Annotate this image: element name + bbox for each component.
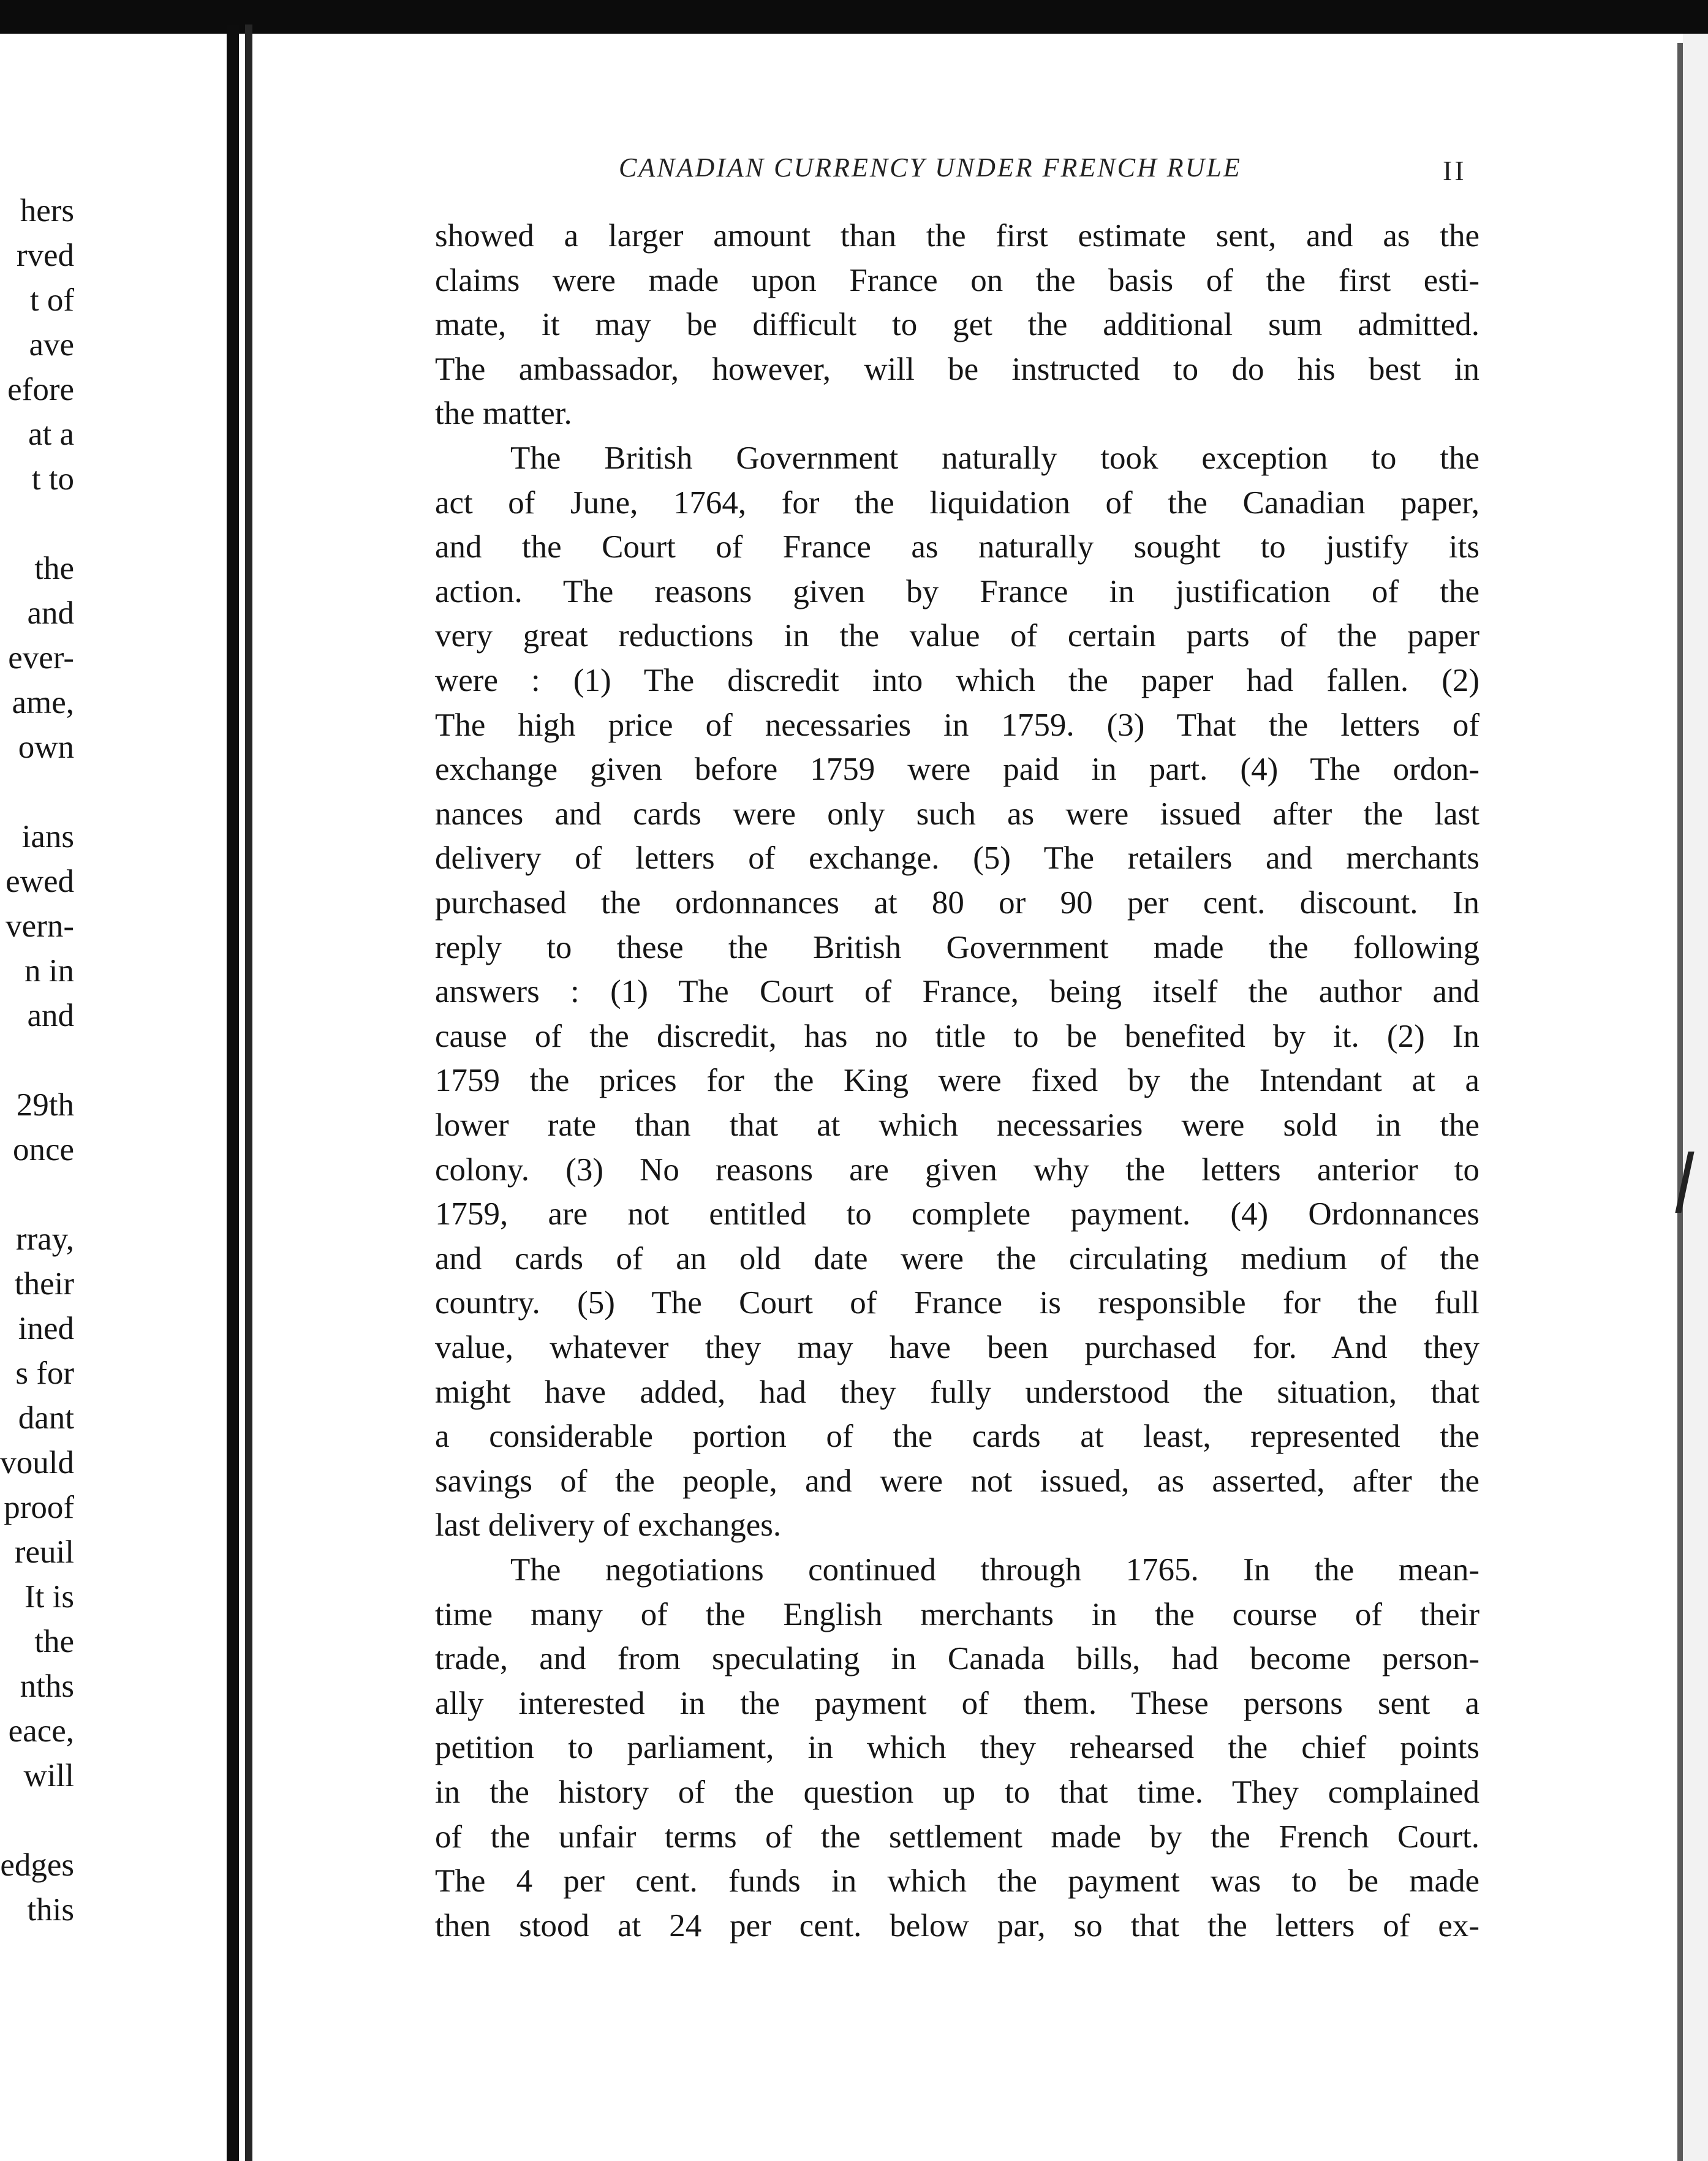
text-line: mate, it may be difficult to get the additional sum admitted. bbox=[435, 307, 1479, 342]
facing-page-line: proof bbox=[4, 1490, 74, 1525]
text-line: might have added, had they fully understood the situation, that bbox=[435, 1375, 1479, 1410]
facing-page-line: and bbox=[27, 998, 74, 1033]
text-line: were : (1) The discredit into which the paper had fallen. (2) bbox=[435, 663, 1479, 698]
facing-page-line: nths bbox=[20, 1669, 74, 1704]
text-line: The British Government naturally took exception to the bbox=[510, 440, 1479, 476]
text-line: reply to these the British Government made the following bbox=[435, 930, 1479, 965]
text-line: claims were made upon France on the basis of the first esti- bbox=[435, 263, 1479, 298]
facing-page-line: ever- bbox=[8, 640, 74, 676]
text-line: savings of the people, and were not issued, as asserted, after the bbox=[435, 1463, 1479, 1499]
facing-page-line: eace, bbox=[8, 1713, 74, 1749]
facing-page-line: hers bbox=[20, 193, 74, 228]
page-edge bbox=[1677, 43, 1683, 2161]
book-gutter-shadow bbox=[245, 25, 252, 2161]
page-number: II bbox=[1443, 155, 1467, 186]
text-line: time many of the English merchants in the course of their bbox=[435, 1597, 1479, 1632]
facing-page-line: It is bbox=[25, 1579, 74, 1615]
text-line: last delivery of exchanges. bbox=[435, 1507, 782, 1543]
facing-page-line: ians bbox=[21, 819, 74, 854]
facing-page-line: this bbox=[27, 1892, 74, 1928]
text-line: ally interested in the payment of them. These persons sent a bbox=[435, 1686, 1479, 1721]
text-line: petition to parliament, in which they rehearsed the chief points bbox=[435, 1730, 1479, 1765]
facing-page-line: once bbox=[12, 1132, 74, 1167]
facing-page-line: t to bbox=[31, 461, 74, 497]
facing-page-line: their bbox=[14, 1266, 74, 1302]
facing-page-line: ave bbox=[29, 327, 74, 363]
facing-page-line: efore bbox=[7, 372, 74, 407]
facing-page-line: ewed bbox=[6, 864, 74, 899]
text-line: of the unfair terms of the settlement made by the French Court. bbox=[435, 1819, 1479, 1855]
facing-page-line: ame, bbox=[12, 685, 74, 720]
text-line: 1759, are not entitled to complete payment. (4) Ordonnances bbox=[435, 1196, 1479, 1232]
text-line: country. (5) The Court of France is responsible for the full bbox=[435, 1285, 1479, 1321]
text-line: 1759 the prices for the King were fixed by the Intendant at a bbox=[435, 1063, 1479, 1098]
text-line: trade, and from speculating in Canada bills, had become person- bbox=[435, 1641, 1479, 1676]
facing-page-line: rved bbox=[16, 238, 74, 273]
text-line: The high price of necessaries in 1759. (3) That the letters of bbox=[435, 707, 1479, 743]
facing-page-line: t of bbox=[29, 282, 74, 318]
text-line: in the history of the question up to that time. They complained bbox=[435, 1774, 1479, 1810]
text-line: then stood at 24 per cent. below par, so that the letters of ex- bbox=[435, 1908, 1479, 1944]
text-line: colony. (3) No reasons are given why the letters anterior to bbox=[435, 1152, 1479, 1188]
facing-page-line: and bbox=[27, 595, 74, 631]
facing-page-line: dant bbox=[18, 1400, 74, 1436]
facing-page-line: will bbox=[23, 1758, 74, 1793]
text-line: value, whatever they may have been purchased for. And they bbox=[435, 1330, 1479, 1365]
facing-page-line: ined bbox=[18, 1311, 74, 1346]
facing-page-line: vould bbox=[0, 1445, 74, 1480]
facing-page-line: edges bbox=[0, 1847, 74, 1883]
scan-top-border bbox=[0, 0, 1708, 34]
text-line: very great reductions in the value of certain parts of the paper bbox=[435, 618, 1479, 654]
running-head: CANADIAN CURRENCY UNDER FRENCH RULE bbox=[619, 153, 1242, 183]
facing-page-line: the bbox=[34, 551, 74, 586]
text-line: lower rate than that at which necessaries were sold in the bbox=[435, 1107, 1479, 1143]
text-line: the matter. bbox=[435, 396, 572, 431]
facing-page-line: the bbox=[34, 1624, 74, 1659]
facing-page-line: own bbox=[18, 730, 74, 765]
text-line: action. The reasons given by France in justification of the bbox=[435, 574, 1479, 609]
text-line: a considerable portion of the cards at least, represented the bbox=[435, 1419, 1479, 1454]
facing-page-line: reuil bbox=[14, 1534, 74, 1570]
text-line: cause of the discredit, has no title to be benefited by it. (2) In bbox=[435, 1019, 1479, 1054]
facing-page-line: n in bbox=[25, 953, 74, 989]
facing-page-line: at a bbox=[28, 417, 74, 452]
text-line: and the Court of France as naturally sought to justify its bbox=[435, 529, 1479, 565]
text-line: and cards of an old date were the circulating medium of the bbox=[435, 1241, 1479, 1277]
facing-page-line: 29th bbox=[16, 1087, 74, 1123]
text-line: act of June, 1764, for the liquidation of the Canadian paper, bbox=[435, 485, 1479, 521]
text-line: nances and cards were only such as were issued after the last bbox=[435, 796, 1479, 832]
facing-page-line: vern- bbox=[6, 908, 74, 944]
facing-page-line: rray, bbox=[15, 1221, 74, 1257]
text-line: The negotiations continued through 1765. In the mean- bbox=[510, 1552, 1479, 1588]
text-line: The ambassador, however, will be instructed to do his best in bbox=[435, 352, 1479, 387]
text-line: purchased the ordonnances at 80 or 90 per cent. discount. In bbox=[435, 885, 1479, 921]
text-line: The 4 per cent. funds in which the payment was to be made bbox=[435, 1863, 1479, 1899]
text-line: answers : (1) The Court of France, being itself the author and bbox=[435, 974, 1479, 1009]
book-gutter bbox=[227, 25, 239, 2161]
text-line: showed a larger amount than the first estimate sent, and as the bbox=[435, 218, 1479, 254]
text-line: delivery of letters of exchange. (5) The retailers and merchants bbox=[435, 840, 1479, 876]
scan-right-margin bbox=[1683, 34, 1708, 2161]
text-line: exchange given before 1759 were paid in part. (4) The ordon- bbox=[435, 752, 1479, 787]
facing-page-line: s for bbox=[15, 1356, 74, 1391]
